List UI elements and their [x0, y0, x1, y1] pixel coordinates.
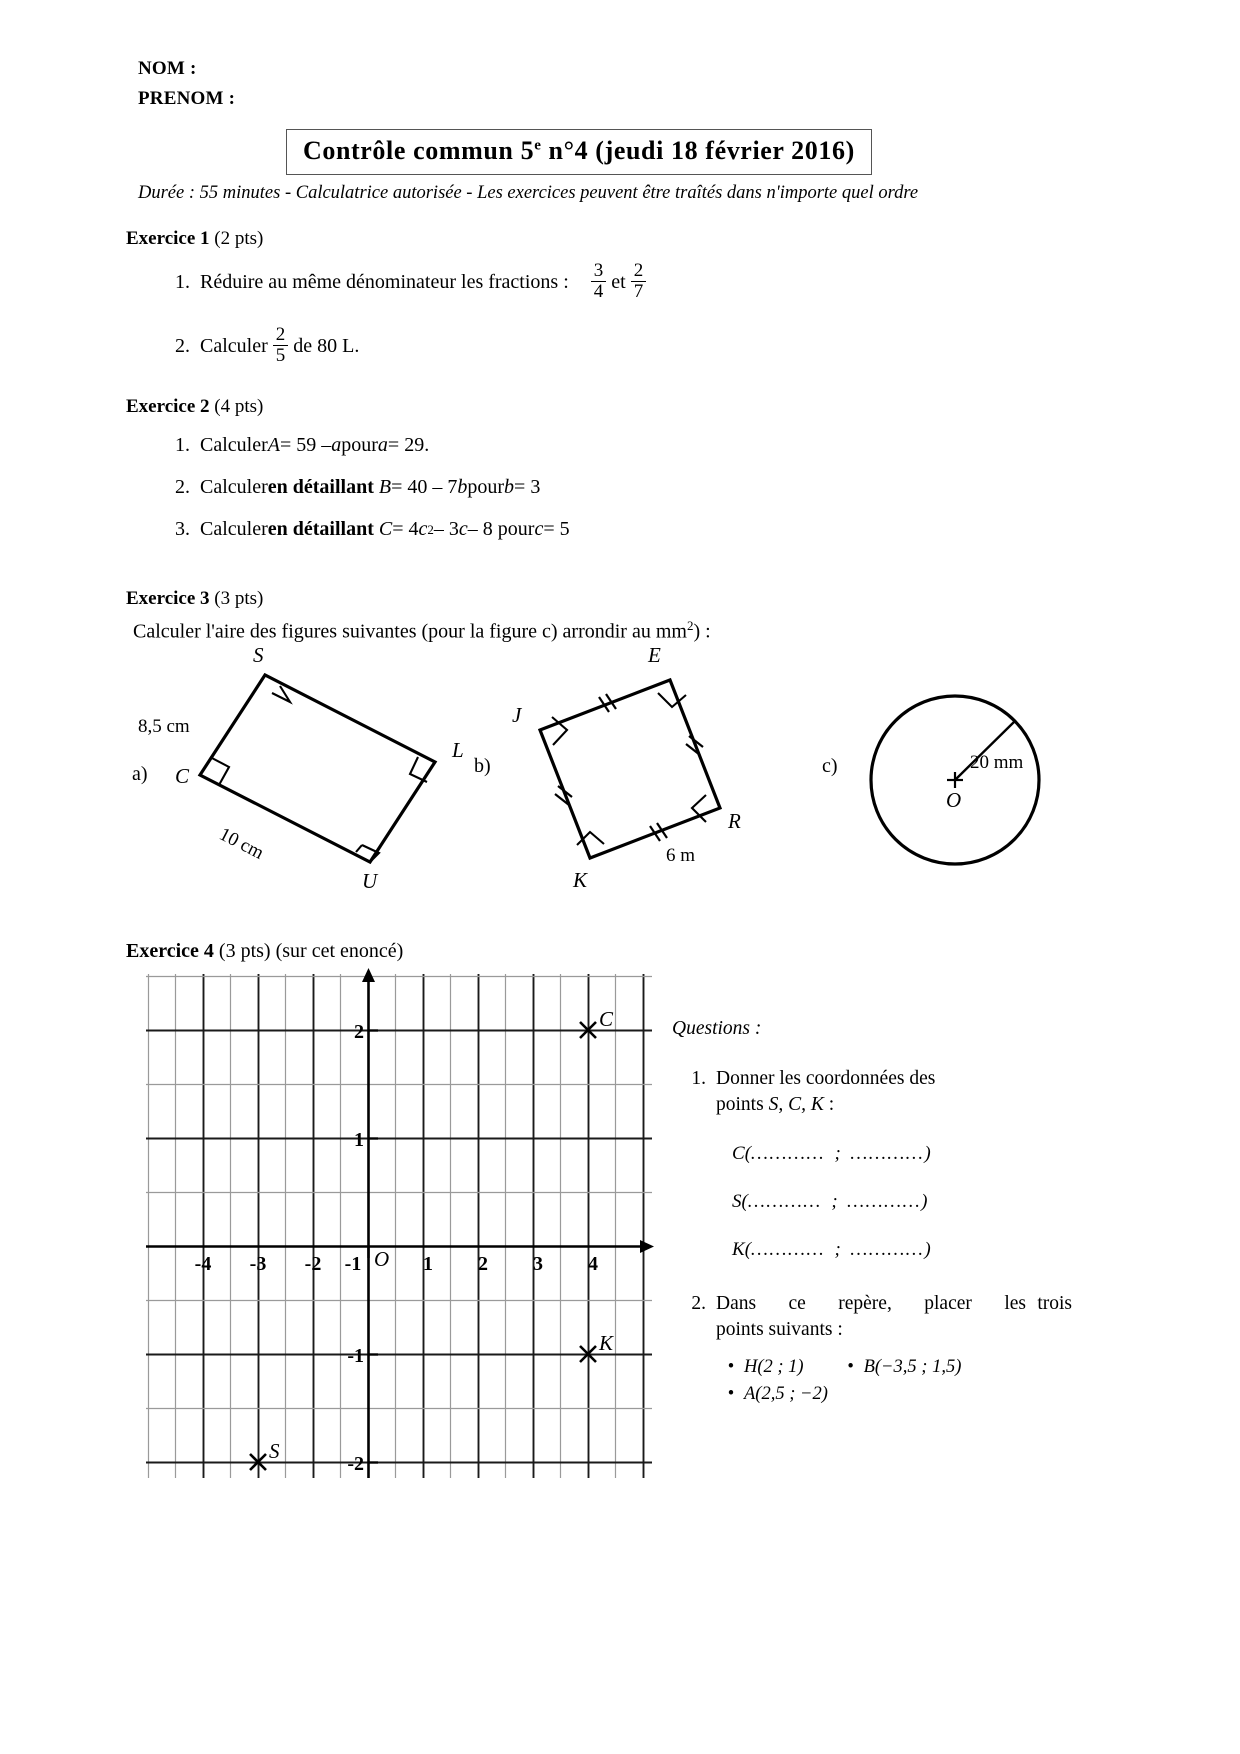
coord-dots-x-K[interactable]: ………… [751, 1239, 825, 1261]
exercise2-q2-number: 2. [175, 476, 190, 498]
exercise2-q3-end: – 8 pour [467, 518, 535, 540]
figure-b-vertex-R: R [728, 809, 741, 833]
coordinate-blank-S[interactable] [732, 1191, 1072, 1213]
right-angle-mark-U-leg [356, 845, 362, 852]
exercise2-q1-value: = 29. [387, 434, 430, 456]
figure-a-side-label-10cm: 10 cm [215, 823, 268, 864]
coordinate-blank-C[interactable] [732, 1143, 1072, 1165]
exercise4-q1-line2-post: : [823, 1093, 835, 1115]
y-tick-2: 2 [354, 1021, 364, 1043]
exercise4-points: (3 pts) [218, 940, 271, 962]
figure-c-center-label-O: O [946, 788, 962, 812]
y-tick--2: -2 [347, 1453, 364, 1475]
exercise3-instruction-exponent: 2 [686, 618, 694, 633]
y-axis-arrow [362, 968, 375, 982]
plot-point-B: B(−3,5 ; 1,5) [863, 1356, 962, 1377]
fraction-two-fifths [273, 325, 289, 366]
y-tick-labels [344, 1021, 364, 1475]
exam-title-rest: n°4 (jeudi 18 février 2016) [541, 136, 855, 165]
exercise2-q3-var-c3: c [534, 518, 544, 540]
exercise4-questions [672, 1018, 1072, 1405]
coord-open-S: ( [741, 1191, 748, 1213]
grid-minor-vertical [149, 974, 616, 1478]
exercise4-graph [140, 968, 700, 1488]
figure-b-tag: b) [474, 755, 491, 777]
questions-title: Questions : [672, 1018, 762, 1039]
coordinate-blank-K[interactable] [732, 1239, 1072, 1261]
fraction-denominator: 7 [631, 281, 647, 302]
right-angle-mark-S [272, 686, 290, 702]
coord-close-S: ) [921, 1191, 928, 1213]
exercise3-heading [126, 588, 263, 610]
y-tick-1: 1 [354, 1129, 364, 1151]
fraction-two-sevenths [631, 261, 647, 302]
exercise4-q2-number: 2. [691, 1293, 706, 1315]
coord-name-C: C [732, 1143, 745, 1165]
exercise4-heading [126, 940, 403, 963]
x-tick--3: -3 [249, 1253, 267, 1275]
x-tick-4: 4 [588, 1253, 598, 1275]
coord-close-K: ) [924, 1239, 931, 1261]
exercise2-q2-var-b: b [457, 476, 468, 498]
fraction-three-quarters [591, 261, 607, 302]
exercise2-q2-emphasis: en détaillant [267, 476, 374, 498]
y-tick--1: -1 [347, 1345, 364, 1367]
exercise4-points-to-plot [718, 1357, 1072, 1405]
exercise1-q2-text-post: de 80 L. [293, 334, 360, 357]
right-angle-mark-E [658, 693, 686, 707]
exercise2-q1-varA: A [267, 434, 280, 456]
exercise4-q2-line2: trois points suivants : [716, 1293, 1072, 1341]
bullet-icon: • [727, 1383, 735, 1404]
exercise4-q2-body [716, 1291, 1072, 1342]
x-axis-arrow [640, 1240, 654, 1253]
exercise1-title: Exercice 1 [126, 228, 210, 249]
exercise2-q1-verb: Calculer [200, 434, 268, 456]
exercise2-q3-exponent: 2 [427, 521, 434, 537]
plot-point-A: A(2,5 ; −2) [744, 1383, 828, 1404]
exam-title-main: Contrôle commun 5 [303, 136, 535, 165]
plot-point-H: H(2 ; 1) [744, 1356, 804, 1377]
exercise3-instruction-post: ) : [693, 620, 711, 643]
exercise1-q2-text-pre: Calculer [200, 334, 268, 357]
figure-b-side-label-6m: 6 m [666, 845, 696, 866]
figure-c-tag: c) [822, 755, 838, 777]
fraction-denominator: 4 [591, 281, 607, 302]
fraction-denominator: 5 [273, 345, 289, 366]
exercise2-q3-varC: C [378, 518, 393, 540]
exercise2-q3-mid: – 3 [433, 518, 459, 540]
exercise1-q1-number: 1. [175, 270, 190, 293]
x-tick--2: -2 [304, 1253, 322, 1275]
coord-sep-K: ; [834, 1239, 841, 1261]
exercise4-q1-body [716, 1066, 935, 1117]
square-JERK [540, 680, 720, 858]
exercise4-question-1 [672, 1066, 1072, 1117]
exercise2-points: (4 pts) [214, 396, 264, 417]
figure-a-vertex-S: S [253, 643, 264, 667]
exercise2-q1-expr: = 59 – [279, 434, 332, 456]
figure-c-circle [820, 640, 1080, 910]
point-label-S: S [269, 1439, 280, 1463]
nom-label: NOM : [138, 58, 197, 79]
exercise4-note: (sur cet enoncé) [275, 940, 404, 962]
x-tick-1: 1 [423, 1253, 433, 1275]
exercise1-points: (2 pts) [214, 228, 264, 249]
plot-point-row-1 [718, 1357, 1072, 1378]
origin-label-O: O [374, 1247, 390, 1271]
exercise2-q3-var-c2: c [458, 518, 468, 540]
exercise1-q2-number: 2. [175, 334, 190, 357]
exercise2-question-3 [160, 518, 570, 541]
bullet-icon: • [847, 1356, 854, 1377]
figure-a-side-label-85cm: 8,5 cm [138, 716, 190, 737]
exam-duration-note: Durée : 55 minutes - Calculatrice autorisée - Les exercices peuvent être traîtés dans n'importe quel ordre [138, 183, 919, 203]
coord-open-K: ( [744, 1239, 752, 1261]
exercise4-q1-line2-pre: points [716, 1093, 769, 1115]
coord-close-C: ) [924, 1143, 931, 1165]
grid-major-vertical [204, 974, 644, 1478]
figure-b-vertex-J: J [512, 703, 522, 727]
exercise2-q1-number: 1. [175, 434, 190, 456]
fraction-numerator: 2 [275, 324, 286, 345]
figure-b-vertex-E: E [648, 643, 661, 667]
exercise2-q3-emphasis: en détaillant [267, 518, 374, 540]
exercise2-q2-value: = 3 [514, 476, 541, 498]
exercise1-heading [126, 228, 263, 250]
exercise2-q2-pour: pour [467, 476, 505, 498]
figure-b-vertex-K: K [573, 868, 588, 892]
exercise2-q2-verb: Calculer [200, 476, 268, 498]
exercise1-q1-conjunction: et [611, 270, 626, 293]
plot-point-row-2 [718, 1384, 1072, 1405]
point-label-C: C [599, 1007, 614, 1031]
x-tick-labels [195, 1253, 598, 1275]
coord-name-S: S [732, 1191, 742, 1213]
figure-a-vertex-L: L [452, 738, 464, 762]
exercise4-q1-number: 1. [691, 1068, 706, 1089]
exercise1-q1-text: Réduire au même dénominateur les fractions : [200, 270, 569, 293]
exam-title-box [286, 129, 872, 175]
exercise3-title: Exercice 3 [126, 588, 210, 609]
coord-dots-y-S[interactable]: ………… [847, 1191, 922, 1213]
grid-minor-horizontal [146, 977, 652, 1409]
coord-dots-y-K[interactable]: ………… [850, 1239, 925, 1261]
exercise1-question-2 [160, 326, 359, 367]
exercise2-q2-varB: B [378, 476, 392, 498]
exercise2-question-2 [160, 476, 540, 499]
exercise2-question-1 [160, 434, 429, 457]
exercise2-title: Exercice 2 [126, 396, 210, 417]
exercise4-q2-line1: Dans ce repère, placer les [716, 1293, 1026, 1315]
exercise2-q1-var-a: a [331, 434, 342, 456]
coord-sep-C: ; [834, 1143, 841, 1165]
prenom-label: PRENOM : [138, 88, 236, 109]
coord-sep-S: ; [831, 1191, 838, 1213]
figure-a-tag: a) [132, 763, 148, 785]
exercise3-figures [0, 640, 1240, 940]
exercise1-question-1 [160, 262, 651, 303]
figure-b-square [470, 640, 770, 910]
exercise2-q1-pour: pour [341, 434, 378, 456]
exam-title-ordinal: e [534, 137, 542, 154]
coord-dots-x-C[interactable]: ………… [751, 1143, 825, 1165]
fraction-numerator: 3 [593, 260, 604, 281]
exercise2-q3-var-c: c [418, 518, 428, 540]
bullet-icon: • [727, 1356, 735, 1377]
x-tick-3: 3 [533, 1253, 543, 1275]
x-tick--4: -4 [194, 1253, 212, 1275]
exercise2-q2-var-b2: b [504, 476, 515, 498]
figure-a-vertex-U: U [362, 869, 378, 893]
exercise4-q1-point-names: S, C, K [768, 1093, 824, 1115]
exercise4-question-2 [672, 1291, 1072, 1342]
fraction-numerator: 2 [633, 260, 644, 281]
figure-c-radius-label: 20 mm [970, 752, 1024, 773]
exercise2-q3-expr: = 4 [392, 518, 419, 540]
coord-dots-y-C[interactable]: ………… [850, 1143, 925, 1165]
coord-name-K: K [732, 1239, 745, 1261]
exercise3-points: (3 pts) [214, 588, 264, 609]
exercise2-heading [126, 396, 263, 418]
exercise2-q1-var-a2: a [377, 434, 388, 456]
point-labels [269, 1007, 614, 1463]
coordinate-grid-svg [140, 968, 700, 1488]
point-label-K: K [599, 1331, 614, 1355]
exercise2-q3-verb: Calculer [200, 518, 268, 540]
x-tick--1: -1 [344, 1253, 362, 1275]
exercise2-q2-expr: = 40 – 7 [391, 476, 458, 498]
exercise3-instruction-pre: Calculer l'aire des figures suivantes (pour la figure c) arrondir au mm [133, 620, 687, 643]
exercise2-q3-number: 3. [175, 518, 190, 540]
coord-dots-x-S[interactable]: ………… [747, 1191, 822, 1213]
exercise4-title: Exercice 4 [126, 940, 214, 962]
figure-a-vertex-C: C [175, 764, 190, 788]
coord-open-C: ( [744, 1143, 752, 1165]
exercise4-q1-line1: Donner les coordonnées des [716, 1068, 936, 1089]
x-tick-2: 2 [478, 1253, 488, 1275]
exercise2-q3-value: = 5 [543, 518, 570, 540]
